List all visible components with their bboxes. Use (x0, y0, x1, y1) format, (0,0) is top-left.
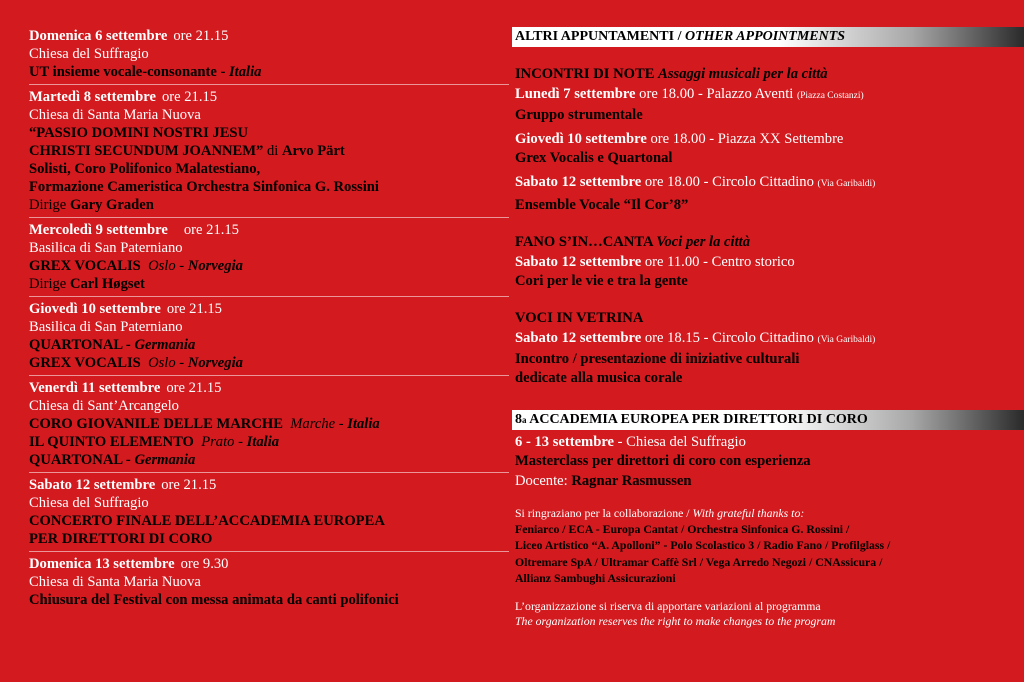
appointment-date: Sabato 12 settembre ore 18.15 - Circolo Cittadino (Via Garibaldi) (515, 330, 876, 346)
appointment-description: dedicate alla musica corale (515, 370, 683, 386)
event-2 (29, 88, 509, 218)
event-venue: Chiesa di Sant’Arcangelo (29, 398, 179, 414)
performer-line: UT insieme vocale-consonante - Italia (29, 64, 262, 80)
event-3 (29, 221, 509, 297)
work-title: Chiusura del Festival con messa animata da canti polifonici (29, 592, 399, 608)
accademia-description: Masterclass per direttori di coro con esperienza (515, 453, 811, 469)
event-date: Martedì 8 settembre ore 21.15 (29, 89, 218, 105)
conductor-line: Dirige Carl Høgset (29, 276, 145, 292)
work-title: CONCERTO FINALE DELL’ACCADEMIA EUROPEA (29, 513, 385, 529)
performer-line: IL QUINTO ELEMENTO Prato - Italia (29, 434, 280, 450)
disclaimer: L’organizzazione si riserva di apportare variazioni al programma The organization reserves the right to make changes to the program (515, 598, 836, 628)
other-appointments (515, 27, 1024, 629)
performer-line: QUARTONAL - Germania (29, 452, 196, 468)
performer-line: Formazione Cameristica Orchestra Sinfonica G. Rossini (29, 179, 379, 195)
voci-in-vetrina (515, 309, 1024, 388)
sponsor-list: Feniarco / ECA - Europa Cantat / Orchestra Sinfonica G. Rossini / Liceo Artistico “A. Apolloni” - Polo Scolastico 3 / Radio Fano / Profilglass / Oltremare SpA / Ultramar Caffè Srl / Vega Arredo Negozi / CNAssicura / Allianz Sambughi Assicurazioni (515, 522, 891, 586)
work-title: CHRISTI SECUNDUM JOANNEM” di Arvo Pärt (29, 143, 345, 159)
event-date: Giovedì 10 settembre ore 21.15 (29, 301, 222, 317)
section-bar: ALTRI APPUNTAMENTI / OTHER APPOINTMENTS (512, 27, 1024, 47)
thanks-intro: Si ringraziano per la collaborazione / With grateful thanks to: (515, 506, 805, 520)
work-title: “PASSIO DOMINI NOSTRI JESU (29, 125, 249, 141)
section-bar: 8$^a$ ACCADEMIA EUROPEA PER DIRETTORI DI CORO (512, 410, 1024, 430)
accademia-section (515, 432, 1024, 491)
performer-line: QUARTONAL - Germania (29, 337, 196, 353)
event-date: Mercoledì 9 settembre ore 21.15 (29, 222, 239, 238)
event-venue: Chiesa del Suffragio (29, 46, 149, 62)
appointment-date: Sabato 12 settembre ore 11.00 - Centro storico (515, 254, 795, 270)
section-heading: INCONTRI DI NOTE Assaggi musicali per la città (515, 66, 828, 82)
event-venue: Basilica di San Paterniano (29, 319, 183, 335)
work-title: PER DIRETTORI DI CORO (29, 531, 213, 547)
performer-line: GREX VOCALIS Oslo - Norvegia (29, 258, 243, 274)
event-4 (29, 300, 509, 376)
event-date: Domenica 13 settembre ore 9.30 (29, 556, 229, 572)
event-venue: Chiesa del Suffragio (29, 495, 149, 511)
appointment-description: Incontro / presentazione di iniziative culturali (515, 351, 800, 367)
accademia-teacher: Docente: Ragnar Rasmussen (515, 473, 692, 489)
event-6 (29, 476, 509, 552)
appointment-date: Sabato 12 settembre ore 18.00 - Circolo Cittadino (Via Garibaldi) (515, 174, 876, 190)
appointment-performer: Cori per le vie e tra la gente (515, 273, 688, 289)
appointment-date: Lunedì 7 settembre ore 18.00 - Palazzo Aventi (Piazza Costanzi) (515, 86, 864, 102)
performer-line: GREX VOCALIS Oslo - Norvegia (29, 355, 243, 371)
section-heading: FANO S’IN…CANTA Voci per la città (515, 234, 750, 250)
appointment-performer: Grex Vocalis e Quartonal (515, 150, 673, 166)
fano-in-canta (515, 233, 1024, 291)
event-date: Venerdì 11 settembre ore 21.15 (29, 380, 222, 396)
event-7 (29, 555, 509, 612)
event-venue: Basilica di San Paterniano (29, 240, 183, 256)
event-5 (29, 379, 509, 473)
section-heading: VOCI IN VETRINA (515, 310, 644, 326)
event-venue: Chiesa di Santa Maria Nuova (29, 574, 201, 590)
concert-schedule (29, 27, 509, 615)
performer-line: Solisti, Coro Polifonico Malatestiano, (29, 161, 261, 177)
appointment-date: Giovedì 10 settembre ore 18.00 - Piazza XX Settembre (515, 131, 844, 147)
event-date: Domenica 6 settembre ore 21.15 (29, 28, 229, 44)
appointment-performer: Gruppo strumentale (515, 107, 643, 123)
performer-line: CORO GIOVANILE DELLE MARCHE Marche - Italia (29, 416, 380, 432)
conductor-line: Dirige Gary Graden (29, 197, 154, 213)
event-venue: Chiesa di Santa Maria Nuova (29, 107, 201, 123)
event-1 (29, 27, 509, 85)
event-date: Sabato 12 settembre ore 21.15 (29, 477, 217, 493)
accademia-date: 6 - 13 settembre - Chiesa del Suffragio (515, 434, 746, 450)
incontri-di-note (515, 65, 1024, 215)
appointment-performer: Ensemble Vocale “Il Cor’8” (515, 197, 689, 213)
